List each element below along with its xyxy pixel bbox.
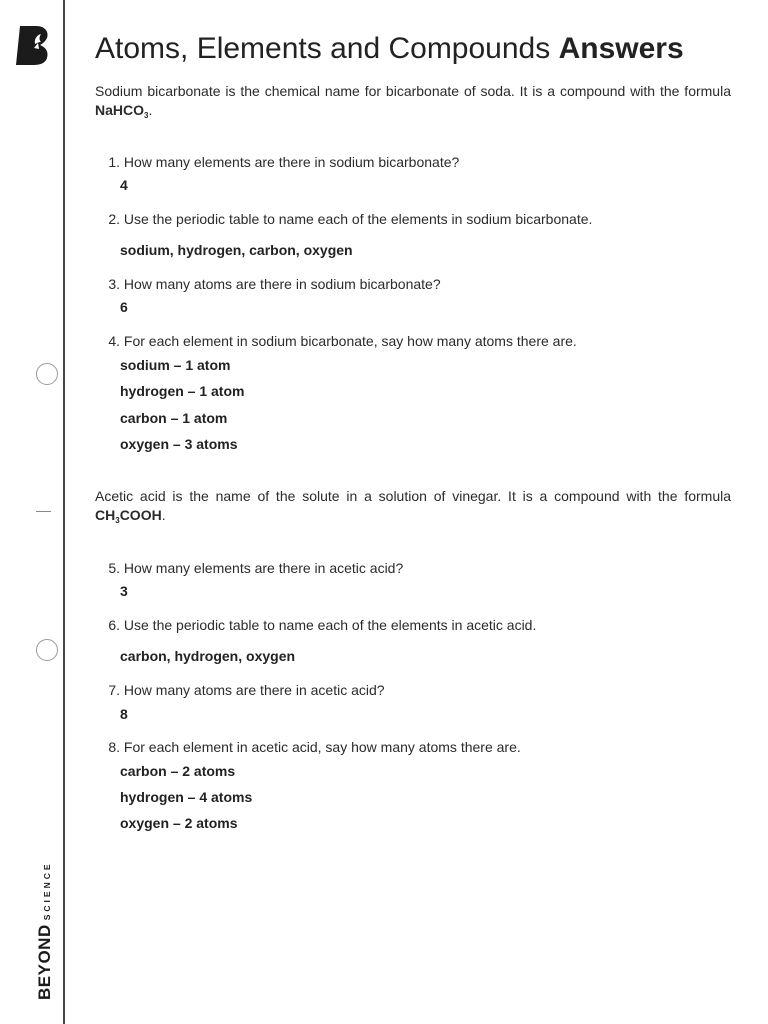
question-text: How many elements are there in sodium bicarbonate? — [123, 154, 460, 170]
intro-sodium-bicarbonate — [95, 82, 731, 125]
question-text: Use the periodic table to name each of the elements in sodium bicarbonate. — [123, 211, 593, 227]
intro-acetic-acid — [95, 487, 731, 530]
answer-4-sodium: sodium – 1 atom — [120, 357, 231, 373]
question-text: How many elements are there in acetic acid? — [123, 560, 404, 576]
question-3 — [95, 275, 441, 293]
question-text: For each element in sodium bicarbonate, say how many atoms there are. — [123, 333, 577, 349]
question-number: 5. — [108, 560, 120, 576]
answer-4-hydrogen: hydrogen – 1 atom — [120, 383, 245, 399]
question-number: 4. — [108, 333, 120, 349]
formula-subscript: 3 — [144, 111, 149, 120]
brand-sub: SCIENCE — [42, 861, 52, 921]
question-text: How many atoms are there in sodium bicarbonate? — [123, 276, 441, 292]
question-4 — [95, 332, 577, 350]
intro-end: . — [161, 507, 166, 523]
question-text: For each element in acetic acid, say how many atoms there are. — [123, 739, 521, 755]
answer-5: 3 — [120, 583, 128, 599]
intro-end: . — [148, 102, 153, 118]
question-1 — [95, 153, 459, 171]
answer-1: 4 — [120, 177, 128, 193]
question-2 — [95, 210, 592, 228]
question-text: How many atoms are there in acetic acid? — [123, 682, 385, 698]
intro-text: Acetic acid is the name of the solute in a solution of vinegar. It is a compound with the formula — [95, 488, 731, 504]
answer-7: 8 — [120, 706, 128, 722]
formula-part: NaHCO — [95, 102, 145, 118]
question-text: Use the periodic table to name each of the elements in acetic acid. — [123, 617, 537, 633]
beyond-logo-icon — [14, 24, 52, 66]
brand-wordmark — [35, 861, 55, 1000]
formula — [95, 507, 162, 523]
question-number: 2. — [108, 211, 120, 227]
question-number: 7. — [108, 682, 120, 698]
formula-subscript: 3 — [115, 516, 120, 525]
question-8 — [95, 738, 521, 756]
answer-4-carbon: carbon – 1 atom — [120, 410, 228, 426]
page-title — [95, 32, 684, 66]
question-number: 8. — [108, 739, 120, 755]
question-7 — [95, 681, 385, 699]
binder-hole-bottom — [36, 639, 58, 661]
margin-rule — [63, 0, 65, 1024]
binder-hole-top — [36, 363, 58, 385]
question-number: 1. — [108, 154, 120, 170]
answer-3: 6 — [120, 299, 128, 315]
brand-word: BEYOND — [35, 924, 54, 1000]
answer-4-oxygen: oxygen – 3 atoms — [120, 436, 238, 452]
title-emphasis: Answers — [558, 32, 684, 65]
formula-part: COOH — [119, 507, 162, 523]
formula — [95, 102, 148, 118]
answer-2: sodium, hydrogen, carbon, oxygen — [120, 242, 353, 258]
question-number: 3. — [108, 276, 120, 292]
answer-6: carbon, hydrogen, oxygen — [120, 648, 296, 664]
answer-8-oxygen: oxygen – 2 atoms — [120, 815, 238, 831]
question-6 — [95, 616, 536, 634]
intro-text: Sodium bicarbonate is the chemical name for bicarbonate of soda. It is a compound with the formula — [95, 83, 731, 99]
answer-8-hydrogen: hydrogen – 4 atoms — [120, 789, 253, 805]
formula-part: CH — [95, 507, 116, 523]
question-5 — [95, 559, 403, 577]
answer-8-carbon: carbon – 2 atoms — [120, 763, 236, 779]
title-main: Atoms, Elements and Compounds — [95, 32, 551, 65]
fold-mark — [36, 511, 51, 512]
question-number: 6. — [108, 617, 120, 633]
